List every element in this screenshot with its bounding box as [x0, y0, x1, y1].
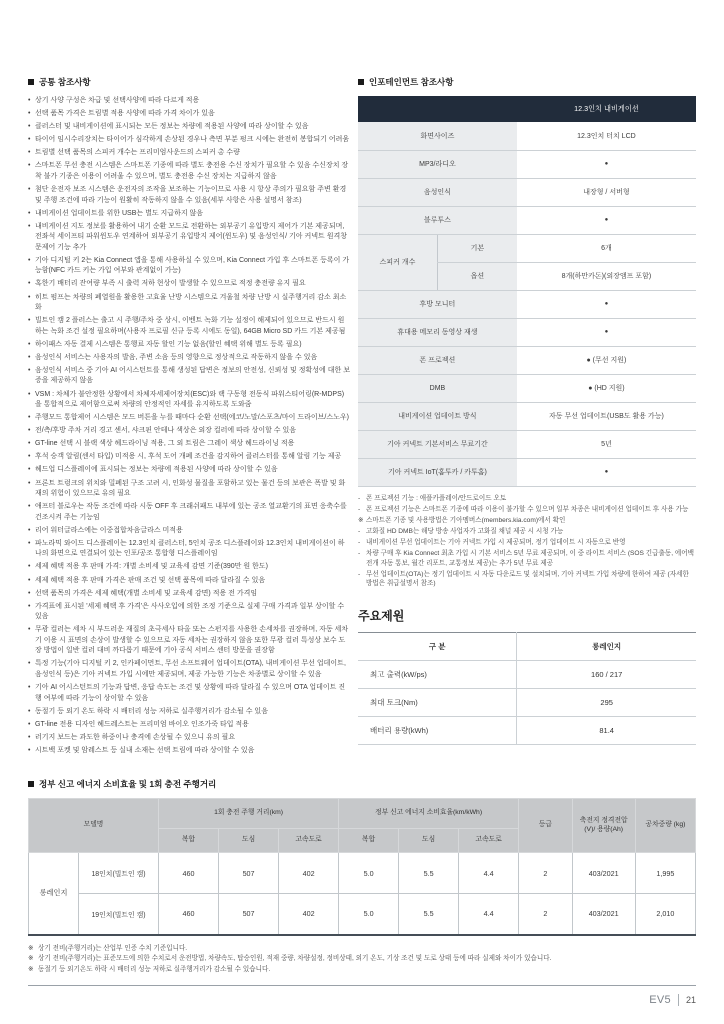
footnote-item — [28, 944, 696, 955]
common-note-item: • 내비게이션 업데이트를 위한 USB는 별도 지급하지 않음 — [28, 209, 350, 220]
energy-data-row — [29, 853, 696, 894]
table-row-speaker-basic — [358, 234, 696, 262]
row-value: ● — [517, 458, 696, 486]
speaker-label: 스피커 개수 — [358, 234, 437, 290]
value-cell: 1,995 — [635, 853, 695, 894]
table-row — [358, 458, 696, 486]
common-note-item: • 히트 펌프는 차량의 폐열원을 활용한 고효율 난방 시스템으로 겨울철 차량 난방 시 실주행거리 감소 최소화 — [28, 293, 350, 314]
row-value: ● — [517, 318, 696, 346]
speaker-basic-label: 기본 — [437, 234, 516, 262]
common-note-item: • 상기 사양 구성은 차급 및 선택사양에 따라 다르게 적용 — [28, 96, 350, 107]
common-note-item: • 하이패스 자동 결제 시스템은 통행료 자동 할인 기능 없음(할인 혜택 위해 별도 등록 필요) — [28, 340, 350, 351]
table-row — [358, 290, 696, 318]
common-note-item: • VSM : 차체가 불안정한 상황에서 차체자세제어장치(ESC)와 랙 구동형 전동식 파워스티어링(R-MDPS)을 통합적으로 제어함으로써 차량의 안정적인 자세를 유지하도록 도와줌 — [28, 390, 350, 411]
table-row — [358, 178, 696, 206]
top-columns — [28, 76, 696, 778]
trim-cell: 롱레인지 — [29, 853, 79, 935]
footnote-item — [28, 954, 696, 965]
col-header-highway: 고속도로 — [279, 829, 339, 853]
footnote-marker: ※ — [28, 944, 34, 952]
value-cell: 402 — [279, 894, 339, 935]
common-note-item: • 기아 디지털 키 2는 Kia Connect 앱을 통해 사용하실 수 있으며, Kia Connect 가입 후 스마트폰 등록이 가능함(NFC 카드 키는 가입 여부와 관계없이 가능) — [28, 256, 350, 277]
col-header-city: 도심 — [219, 829, 279, 853]
row-label: 폰 프로젝션 — [358, 346, 517, 374]
common-note-item: • 기아 AI 어시스턴트의 기능과 답변, 응답 속도는 조건 및 상황에 따라 달라질 수 있으며 OTA 업데이트 진행 여부에 따라 기능이 상이할 수 있음 — [28, 683, 350, 704]
row-value: ● — [517, 206, 696, 234]
value-cell: 403/2021 — [572, 853, 635, 894]
common-note-item: • GT-line 선택 시 블랙 색상 헤드라이닝 적용, 그 외 트림은 그레이 색상 헤드라이닝 적용 — [28, 439, 350, 450]
common-note-item: • 동절기 등 외기 온도 하락 시 배터리 성능 저하로 실주행거리가 감소될 수 있음 — [28, 707, 350, 718]
energy-footnotes — [28, 944, 696, 977]
infotainment-note-item — [358, 538, 696, 548]
footnote-marker: ※ — [28, 955, 34, 963]
model-cell: 19인치(빌트인 캠) — [79, 894, 159, 935]
note-text: 차량 구매 후 Kia Connect 최초 가입 시 기본 서비스 5년 무료 제공되며, 이 중 라이트 서비스 (SOS 긴급출동, 에어백 전개 자동 통보, 월간 리포트, 교통정보 제공)는 추가 5년 무료 제공 — [366, 550, 695, 567]
col-header-grade: 등급 — [519, 799, 572, 853]
note-text: 무선 업데이트(OTA)는 정기 업데이트 시 자동 다운로드 및 설치되며, 기아 커넥트 가입 차량에 한하여 제공 (자세한 방법은 취급설명서 참조) — [366, 570, 689, 588]
value-cell: 2 — [519, 853, 572, 894]
energy-data-row — [29, 894, 696, 935]
col-header-range-group: 1회 충전 주행 거리(km) — [159, 799, 339, 829]
common-note-item: • GT-line 전용 디자인 헤드레스트는 프리미엄 바이오 인조가죽 타입 적용 — [28, 720, 350, 731]
value-cell: 5.5 — [399, 853, 459, 894]
note-text: 폰 프로젝션 기능 : 애플카플레이/안드로이드 오토 — [366, 494, 507, 502]
spec-label: 최대 토크(Nm) — [358, 688, 517, 716]
common-note-item: • 주행모드 통합제어 시스템은 모드 버튼을 누를 때마다 순환 선택(에코/노말/스포츠/마이 드라이브/스노우) — [28, 413, 350, 424]
note-marker: - — [358, 570, 361, 578]
value-cell: 507 — [219, 853, 279, 894]
common-note-item: • 음성인식 서비스는 사용자의 발음, 주변 소음 등의 영향으로 정상적으로 작동하지 않을 수 있음 — [28, 353, 350, 364]
infotainment-section — [358, 76, 696, 778]
footnote-text: 상기 전비(주행거리)는 산업부 인증 수치 기준입니다. — [38, 944, 188, 952]
note-text: 스마트폰 기종 및 사용방법은 기아멤버스(members.kia.com)에서 확인 — [366, 516, 566, 524]
common-note-item: • 후석 승객 알림(센서 타입) 미적용 시, 후석 도어 개폐 조건을 감지하여 클러스터를 통해 알림 기능 제공 — [28, 452, 350, 463]
common-note-item: • 세제 혜택 적용 후 판매 가격은 판매 조건 및 선택 품목에 따라 달라질 수 있음 — [28, 576, 350, 587]
note-text: 고화질 HD DMB는 해당 방송 사업자가 고화질 채널 제공 시 시청 가능 — [366, 527, 564, 535]
common-note-item: • 세제 혜택 적용 후 판매 가격: 개별 소비세 및 교육세 감면 기준(390만 원 한도) — [28, 562, 350, 573]
table-row — [358, 430, 696, 458]
note-marker: - — [358, 527, 361, 535]
common-note-item: • 시트백 포켓 및 암레스트 등 실내 소재는 선택 트림에 따라 상이할 수 있음 — [28, 746, 350, 757]
table-row — [358, 318, 696, 346]
specs-row — [358, 716, 696, 744]
spec-value: 160 / 217 — [517, 660, 696, 688]
speaker-option-value: 8개(하만카돈)(외장앰프 포함) — [517, 262, 696, 290]
specs-header-row — [358, 632, 696, 660]
common-notes-title-text: 공통 참조사항 — [39, 77, 91, 87]
infotainment-title — [358, 76, 696, 88]
main-specs-table — [358, 632, 696, 745]
row-label: 내비게이션 업데이트 방식 — [358, 402, 517, 430]
row-label: 휴대용 메모리 동영상 재생 — [358, 318, 517, 346]
common-notes-section — [28, 76, 350, 778]
spec-label: 배터리 용량(kWh) — [358, 716, 517, 744]
note-text: 폰 프로젝션 기능은 스마트폰 기종에 따라 이용이 불가할 수 있으며 일부 차종은 내비게이션 업데이트 후 사용 가능 — [366, 505, 689, 513]
common-note-item: • 내비게이션 지도 정보를 활용하여 내기 순환 모드로 전환하는 외부공기 유입방지 제어가 기본 제공되며, 전좌석 세이프티 파워윈도우 연계하여 외부공기 유입방지 제어(윈도우) 및 음성인식/ 기아 커넥트 원격창문제어 기능 추가 — [28, 222, 350, 254]
row-value: 12.3인치 터치 LCD — [517, 122, 696, 150]
energy-table — [28, 798, 696, 936]
specs-header-value: 롱레인지 — [517, 632, 696, 660]
infotainment-note-item — [358, 516, 696, 526]
row-label: DMB — [358, 374, 517, 402]
common-note-item: • 트림별 선택 품목의 스피커 개수는 프리미엄사운드의 스피커 총 수량 — [28, 148, 350, 159]
common-note-item: • 가격표에 표시된 '세제 혜택 후 가격'은 사사오입에 의한 조정 기준으로 실제 구매 가격과 일부 상이할 수 있음 — [28, 602, 350, 623]
note-marker: ※ — [358, 516, 364, 524]
value-cell: 5.0 — [339, 894, 399, 935]
spec-value: 295 — [517, 688, 696, 716]
row-label: 기아 커넥트 IoT(홈투카 / 카투홈) — [358, 458, 517, 486]
infotainment-note-item — [358, 505, 696, 515]
common-note-item: • 타이어 임시수리장치는 타이어가 심각하게 손상된 경우나 측면 부분 펑크 시에는 완전히 봉합되기 어려움 — [28, 135, 350, 146]
common-note-item: • 선택 품목 가격은 트림별 적용 사양에 따라 가격 차이가 있음 — [28, 109, 350, 120]
footer-page-number: 21 — [685, 995, 696, 1006]
square-bullet-icon — [28, 781, 34, 787]
main-specs-title: 주요제원 — [358, 608, 405, 623]
specs-row — [358, 688, 696, 716]
col-header-efficiency-group: 정부 신고 에너지 소비효율(km/kWh) — [339, 799, 519, 829]
value-cell: 2,010 — [635, 894, 695, 935]
common-note-item: • 혹한기 배터리 잔여량 부족 시 출력 저하 현상이 발생할 수 있으므로 적정 충전량 유지 필요 — [28, 279, 350, 290]
value-cell: 5.5 — [399, 894, 459, 935]
row-label: 음성인식 — [358, 178, 517, 206]
row-value: 5년 — [517, 430, 696, 458]
table-row — [358, 150, 696, 178]
row-value: ● (HD 지원) — [517, 374, 696, 402]
note-marker: - — [358, 539, 361, 547]
common-note-item: • 클러스터 및 내비게이션에 표시되는 모든 정보는 차량에 적용된 사양에 따라 상이할 수 있음 — [28, 122, 350, 133]
common-note-item: • 음성인식 서비스 중 기아 AI 어시스턴트를 통해 생성된 답변은 정보의 안전성, 신뢰성 및 정확성에 대한 보증을 제공하지 않음 — [28, 366, 350, 387]
specs-row — [358, 660, 696, 688]
col-header-city: 도심 — [399, 829, 459, 853]
row-value: ● (무선 지원) — [517, 346, 696, 374]
value-cell: 2 — [519, 894, 572, 935]
row-value: 자동 무선 업데이트(USB도 활용 가능) — [517, 402, 696, 430]
note-text: 내비게이션 무선 업데이트는 기아 커넥트 가입 시 제공되며, 정기 업데이트 시 자동으로 반영 — [366, 539, 626, 547]
infotainment-note-item — [358, 549, 696, 568]
energy-section — [28, 778, 696, 976]
header-empty-cell — [358, 96, 517, 122]
model-cell: 18인치(빌트인 캠) — [79, 853, 159, 894]
col-header-curb-weight: 공차중량 (kg) — [635, 799, 695, 853]
infotainment-notes — [358, 494, 696, 589]
square-bullet-icon — [358, 79, 364, 85]
common-notes-title — [28, 76, 350, 88]
row-value: 내장형 / 서버형 — [517, 178, 696, 206]
value-cell: 460 — [159, 853, 219, 894]
square-bullet-icon — [28, 79, 34, 85]
value-cell: 507 — [219, 894, 279, 935]
value-cell: 402 — [279, 853, 339, 894]
table-row — [358, 346, 696, 374]
common-note-item: • 프론트 트렁크의 위치와 밀폐된 구조 고려 시, 인화성 물질을 포함하고 있는 물건 등의 보관은 폭발 및 화재의 위험이 있으므로 유의 필요 — [28, 479, 350, 500]
footnote-text: 동절기 등 외기온도 하락 시 배터리 성능 저하로 실주행거리가 감소될 수 있습니다. — [38, 966, 271, 974]
common-note-item: • 파노라믹 와이드 디스플레이는 12.3인치 클러스터, 5인치 공조 디스플레이와 12.3인치 내비게이션이 하나의 화면으로 연결되어 있는 인포/공조 통합형 디스플레이임 — [28, 539, 350, 560]
common-note-item: • 첨단 운전자 보조 시스템은 운전자의 조작을 보조하는 기능이므로 사용 시 항상 주의가 필요함 주변 환경 및 주행 조건에 따라 기능이 원활히 작동하지 않을 수 있음(세부 사항은 사용 설명서 참조) — [28, 185, 350, 206]
table-row — [358, 402, 696, 430]
common-note-item: • 무광 컬러는 세차 시 부드러운 재질의 초극세사 타올 또는 스펀지를 사용한 손세차를 권장하며, 자동 세차기 이용 시 표면의 손상이 발생할 수 있으므로 자동 세차는 권장하지 않음 또한 무광 컬러 특성상 보수 도장 방법이 일반 컬러 대비 까다롭기 때문에 기아 공식 서비스 센터 방문을 권장함 — [28, 625, 350, 657]
footnote-text: 상기 전비(주행거리)는 표준모드에 의한 수치로서 운전방법, 차량속도, 탑승인원, 적재 중량, 차량설정, 정비상태, 외기 온도, 기상 조건 및 도로 상태 등에 따라 실제와 차이가 있습니다. — [38, 955, 552, 963]
footnote-marker: ※ — [28, 966, 34, 974]
infotainment-note-item — [358, 494, 696, 504]
row-label: 후방 모니터 — [358, 290, 517, 318]
col-header-combined: 복합 — [159, 829, 219, 853]
speaker-option-label: 옵션 — [437, 262, 516, 290]
col-header-combined: 복합 — [339, 829, 399, 853]
note-marker: - — [358, 494, 361, 502]
infotainment-note-item — [358, 527, 696, 537]
common-note-item: • 헤드업 디스플레이에 표시되는 정보는 차량에 적용된 사양에 따라 상이할 수 있음 — [28, 465, 350, 476]
page-footer — [28, 986, 696, 1006]
common-note-item: • 빌트인 캠 2 플러스는 출고 시 주행/주차 중 상시, 이벤트 녹화 기능 설정이 해제되어 있으므로 반드시 원하는 녹화 조건 설정 필요하며(사용자 프로필 신규 등록 시에도 동일), 64GB Micro SD 카드 기본 제공됨 — [28, 316, 350, 337]
common-note-item: • 특정 기능(기아 디지털 키 2, 인카페이먼트, 무선 소프트웨어 업데이트(OTA), 내비게이션 무선 업데이트, 음성인식 등)은 기아 커넥트 가입 시에만 제공되며, 제공 가능한 기능은 차종별로 상이할 수 있음 — [28, 659, 350, 680]
col-header-battery: 축전지 정격전압(V)/ 용량(Ah) — [572, 799, 635, 853]
col-header-model: 모델명 — [29, 799, 159, 853]
speaker-basic-value: 6개 — [517, 234, 696, 262]
value-cell: 403/2021 — [572, 894, 635, 935]
row-label: MP3/라디오 — [358, 150, 517, 178]
note-marker: - — [358, 550, 361, 558]
row-value: ● — [517, 290, 696, 318]
common-note-item: • 전/측/후방 주차 거리 경고 센서, 샤크핀 안테나 색상은 외장 컬러에 따라 상이할 수 있음 — [28, 426, 350, 437]
spec-value: 81.4 — [517, 716, 696, 744]
row-value: ● — [517, 150, 696, 178]
common-note-item: • 애프터 블로우는 작동 조건에 따라 시동 OFF 후 크래쉬패드 내부에 있는 공조 열교환기의 표면 응축수를 건조시켜 주는 기능임 — [28, 502, 350, 523]
row-label: 블루투스 — [358, 206, 517, 234]
table-row — [358, 374, 696, 402]
spec-label: 최고 출력(kW/ps) — [358, 660, 517, 688]
row-label: 화면사이즈 — [358, 122, 517, 150]
col-header-highway: 고속도로 — [459, 829, 519, 853]
specs-header-label: 구 분 — [358, 632, 517, 660]
row-label: 기아 커넥트 기본서비스 무료기간 — [358, 430, 517, 458]
infotainment-table — [358, 96, 696, 487]
infotainment-note-item — [358, 570, 696, 589]
footer-model-name: EV5 — [649, 994, 671, 1007]
energy-title-text: 정부 신고 에너지 소비효율 및 1회 충전 주행거리 — [39, 779, 217, 789]
value-cell: 460 — [159, 894, 219, 935]
common-notes-list — [28, 96, 350, 756]
note-marker: - — [358, 505, 361, 513]
common-note-item: • 리어 워터글라스에는 이중접합차음글라스 미적용 — [28, 526, 350, 537]
value-cell: 5.0 — [339, 853, 399, 894]
infotainment-title-text: 인포테인먼트 참조사항 — [369, 77, 454, 87]
energy-title — [28, 778, 696, 790]
value-cell: 4.4 — [459, 894, 519, 935]
common-note-item: • 선택 품목의 가격은 세제 혜택(개별 소비세 및 교육세 감면) 적용 전 가격임 — [28, 589, 350, 600]
energy-header-row-1 — [29, 799, 696, 829]
footnote-item — [28, 965, 696, 976]
footer-separator — [678, 994, 679, 1006]
value-cell: 4.4 — [459, 853, 519, 894]
table-row — [358, 122, 696, 150]
common-note-item: • 스마트폰 무선 충전 시스템은 스마트폰 기종에 따라 별도 충전용 수신 장치가 필요할 수 있음 수신장치 장착 불가 기종은 이용이 어려울 수 있으며, 별도 충전용 수신 장치는 지급하지 않음 — [28, 161, 350, 182]
table-header-row — [358, 96, 696, 122]
table-row — [358, 206, 696, 234]
common-note-item: • 러기지 보드는 과도한 하중이나 충격에 손상될 수 있으니 유의 필요 — [28, 733, 350, 744]
header-nav-cell: 12.3인치 내비게이션 — [517, 96, 696, 122]
